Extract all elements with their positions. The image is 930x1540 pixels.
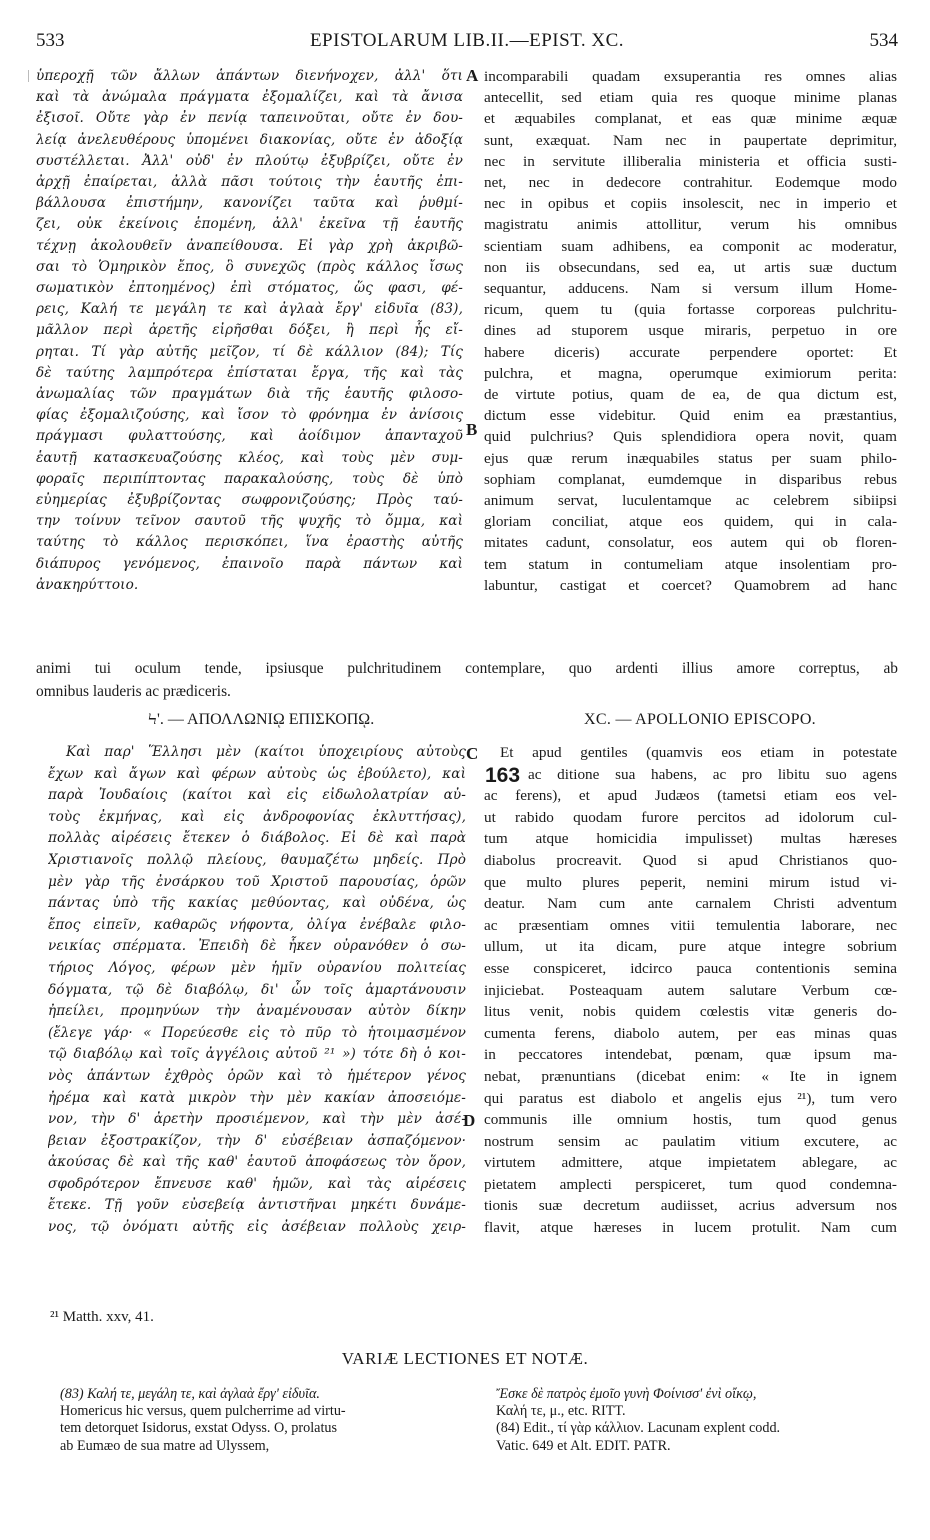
text-line: flavit, atque hæreses in lucem protulit. Nam cum xyxy=(484,1219,897,1237)
text-line: μὲν γὰρ τῆς ἐνσάρκου τοῦ Χριστοῦ παρουσίας, ὁρῶν xyxy=(48,873,466,890)
margin-marker-b: B xyxy=(466,420,478,439)
text-line: Homericus hic versus, quem pulcherrime ad virtu- xyxy=(60,1403,346,1420)
text-line: ullum, ut ita dicam, pure atque integre sobrium xyxy=(484,938,897,956)
text-line: nec in servitute illiberalia ministeria et officia susti- xyxy=(484,152,897,170)
text-line: πάντας ὑπὸ τῆς κακίας μεθύοντας, καὶ οὐδένα, ὡς xyxy=(48,895,466,912)
text-line: νος, τῷ ὀνόματι αὐτῆς εἰς ἀσέβειαν πολλοὺς χειρ- xyxy=(48,1219,466,1236)
text-line: incomparabili quadam exsuperantia res omnes alias xyxy=(484,68,897,85)
text-line: sequantur, adducens. Nam si versum illum Home- xyxy=(484,280,897,298)
text-line: ἀνωμαλίας τῶν πραγμάτων διὰ τῆς ἑαυτῆς φιλοσο- xyxy=(36,386,463,403)
scan-mark xyxy=(28,70,34,82)
text-line: (83) Καλή τε, μεγάλη τε, καὶ ἀγλαὰ ἔργ' εἰδυῖα. xyxy=(60,1386,320,1402)
text-line: ἔπος εἰπεῖν, καθαρῶς νήφοντα, ὀλίγα ἐνέβαλε φιλο- xyxy=(48,916,466,933)
text-line: pietatem amplecti perspiceret, tum quod condemna- xyxy=(484,1175,897,1193)
running-title: EPISTOLARUM LIB.II.—EPIST. XC. xyxy=(309,30,625,51)
text-line: diabolus procreavit. Quod si apud Christianos quo- xyxy=(484,851,897,869)
text-line: ταύτης τὸ κάλλος περισκόπει, ἵνα ἐραστὴς αὐτῆς xyxy=(36,534,463,551)
text-line: βειαν ἐξοστρακίζον, τὴν δ' εὐσέβειαν ἀσπαζόμενον· xyxy=(48,1132,466,1149)
greek-column-bottom xyxy=(48,742,466,1239)
full-width-line: animi tui oculum tende, ipsiusque pulchritudinem contemplare, quo ardenti illius amore correptus, ab xyxy=(36,660,898,677)
text-line: λείᾳ ἀνελευθέρους ὑπομένει διακονίας, οὔτε ἐν ἀδοξίᾳ xyxy=(36,131,463,148)
text-line: ρεις, Καλή τε μεγάλη τε καὶ ἀγλαὰ ἔργ' εἰδυῖα (83), xyxy=(36,301,463,318)
text-line: non iis obsecundans, sed ea, ut artis suæ ductum xyxy=(484,258,897,276)
text-line: qui paratus est diabolo et angelis ejus ²¹), tum vero xyxy=(484,1089,897,1107)
text-line: σφοδρότερον ἔπνευσε καθ' ἡμῶν, καὶ τὰς αἱρέσεις xyxy=(48,1175,466,1192)
notes-right xyxy=(496,1386,896,1455)
text-line: magistratu animis attollitur, verum his omnibus xyxy=(484,216,897,234)
text-line: que multo plures peperit, nemini mirum istud vi- xyxy=(484,873,897,891)
text-line: ρηται. Τί γὰρ αὐτῆς μεῖζον, τί δὲ κάλλιον (84); Τίς xyxy=(36,343,463,360)
text-line: habere diceris) accurate perpendere oportet: Et xyxy=(484,343,897,361)
text-line: τῷ διαβόλῳ καὶ τοῖς ἀγγέλοις αὐτοῦ ²¹ ») τότε δὴ ὁ κοι- xyxy=(48,1046,466,1063)
text-line: Et apud gentiles (quamvis eos etiam in potestate xyxy=(500,744,897,761)
text-line: ἀρχῇ ἐπαίρεται, ἀλλὰ πᾶσι τούτοις τὴν ἑαυτῆς ἐπι- xyxy=(36,174,463,191)
text-line: φίας ἐξομαλιζούσης, καὶ ἴσον τὸ φρόνημα ἐν ἀνίσοις xyxy=(36,407,463,424)
section-title-greek: Ϟ'. — ΑΠΟΛΛΩΝΙῼ ΕΠΙΣΚΟΠῼ. xyxy=(147,711,375,728)
text-line: ἐξισοῖ. Οὔτε γὰρ ἐν πενίᾳ ταπεινοῦται, οὔτε ἐν δου- xyxy=(36,110,463,127)
notes-heading: VARIÆ LECTIONES ET NOTÆ. xyxy=(341,1349,589,1368)
text-line: Vatic. 649 et Alt. EDIT. PATR. xyxy=(496,1437,671,1454)
running-header xyxy=(36,30,898,56)
greek-column-top xyxy=(36,66,463,596)
column-number: 163 xyxy=(485,764,521,787)
text-line: antecellit, sed etiam quia res quoque minime planas xyxy=(484,89,897,107)
text-line: animum servat, luculentamque ac celebrem sibiipsi xyxy=(484,492,897,510)
text-line: ricum, quem tu (quia fortasse corporeas pulchritu- xyxy=(484,301,897,319)
text-line: σαι τὸ Ὁμηρικὸν ἔπος, ὃ συνεχῶς (πρὸς κάλλος ἴσως xyxy=(36,258,463,275)
text-line: τέχνῃ ἀκολουθεῖν ἀναπείθουσα. Εἰ γὰρ χρὴ ἀκριβῶ- xyxy=(36,237,463,254)
text-line: Καὶ παρ' Ἕλλησι μὲν (καίτοι ὑποχειρίους αὐτοὺς xyxy=(66,744,466,760)
text-line: την τοίνυν τεῖνον σαυτοῦ τῆς ψυχῆς τὸ ὄμμα, καὶ xyxy=(36,513,463,530)
margin-marker-a: A xyxy=(466,66,479,85)
text-line: injiciebat. Posteaquam autem salutare Verbum cœ- xyxy=(484,981,897,999)
text-line: ut rabido quodam furore percitos ad idolorum cul- xyxy=(484,808,897,826)
text-line: σωματικὸν ἐπτοημένος) ἐπὶ στόματος, ὥς φασι, φέ- xyxy=(36,280,463,297)
text-line: συστέλλεται. Ἀλλ' οὐδ' ἐν πλούτῳ ἐξυβρίζει, οὔτε ἐν xyxy=(36,152,463,169)
text-line: quid pulchrius? Quis splendidiora opera novit, quam xyxy=(484,428,897,446)
text-line: esse conspiceret, idcirco pauca contentionis semina xyxy=(484,959,897,977)
text-line: ἔτεκε. Τῇ γοῦν εὐσεβείᾳ ἀντιστῆναι μηκέτι δυνάμε- xyxy=(48,1197,466,1214)
text-line: Καλή τε, μ., etc. RITT. xyxy=(496,1403,626,1420)
text-line: ἠπείλει, προμηνύων τὴν ἀναμένουσαν αὐτὸν δίκην xyxy=(48,1003,466,1020)
text-line: in peccatores intendebat, pœnam, quæ ipsum ma- xyxy=(484,1046,897,1064)
text-line: ac ditione sua habens, ac pro libitu suo agens xyxy=(528,765,897,783)
notes-left xyxy=(60,1386,460,1455)
text-line: νον, τὴν δ' ἀρετὴν προσιέμενον, καὶ τὴν μὲν ἀσέ- xyxy=(48,1111,466,1128)
text-line: καὶ τὰ ἀνώμαλα πράγματα ἐξομαλίζει, καὶ τὰ ἄνισα xyxy=(36,89,463,106)
text-line: pulchra, et magna, operumque eximiorum perita: xyxy=(484,364,897,382)
text-line: νὸς ἁπάντων ἐχθρὸς ὁρῶν καὶ τὸ ἡμέτερον γένος xyxy=(48,1067,466,1084)
text-line: sunt, exæquat. Nam nec in paupertate deprimitur, xyxy=(484,131,897,149)
text-line: ἠρέμα καὶ κατὰ μικρὸν τὴν μὲν κακίαν ἀποσειόμε- xyxy=(48,1089,466,1106)
text-line: τήριος Λόγος, φέρων μὲν ἡμῖν οὐρανίου πολιτείας xyxy=(48,959,466,976)
text-line: nec in opibus et copiis insolescit, nec in imperio et xyxy=(484,195,897,213)
text-line: litus venit, nobis quidem cœlestis vitæ generis do- xyxy=(484,1003,897,1021)
text-line: deatur. Nam cum ante carnalem Christi adventum xyxy=(484,895,897,913)
text-line: tum atque homicidia impulisset) multas hæreses xyxy=(484,830,897,848)
page-number-right: 534 xyxy=(869,30,898,51)
margin-marker-c: C xyxy=(466,744,479,763)
text-line: gloriam conciliat, atque eos quidem, qui in cala- xyxy=(484,513,897,531)
text-line: ὑπεροχῇ τῶν ἄλλων ἁπάντων διενήνοχεν, ἀλλ' ὅτι xyxy=(36,68,463,84)
text-line: ἀνακηρύττοιο. xyxy=(36,576,139,593)
text-line: communis ille omnium hostis, tum quod genus xyxy=(484,1111,897,1129)
text-line: ἑαυτῇ κατασκευαζούσης κλέος, καὶ τοὺς μὲν συμ- xyxy=(36,449,463,466)
text-line: labuntur, castigat et coercet? Quamobrem ad hanc xyxy=(484,576,897,594)
text-line: ζει, οὐκ ἐκείνοις ἑπομένη, ἀλλ' ἐκεῖνα τῇ ἑαυτῆς xyxy=(36,216,463,233)
text-line: ac præsentiam omnes vitii temulentia laborare, nec xyxy=(484,916,897,934)
text-line: nebat, prænuntians (dicebat enim: « Ite in ignem xyxy=(484,1067,897,1085)
latin-column-bottom xyxy=(484,742,897,1239)
text-line: tionis suæ decretum audiisset, acrius adversum nos xyxy=(484,1197,897,1215)
text-line: βάλλουσα ἐπιστήμην, κανονίζει ταῦτα καὶ ῥυθμί- xyxy=(36,195,463,212)
text-line: δὲ ταύτης λαμπρότερα ἐπίσταται ἔργα, τῆς καὶ τὰς xyxy=(36,364,463,381)
text-line: dictum esse videbitur. Quid enim ea præstantius, xyxy=(484,407,897,425)
text-line: tem detorquet Isidorus, exstat Odyss. O, prolatus xyxy=(60,1420,338,1437)
text-line: cumenta ferens, diabolo autem, per eas minas quas xyxy=(484,1024,897,1042)
text-line: scientiam suam adhibens, ea componit ac moderatur, xyxy=(484,237,897,255)
text-line: φοραῖς περιπίπτοντας παρακαλούσης, τοὺς δὲ ὑπὸ xyxy=(36,470,463,487)
text-line: ἀκούσας δὲ καὶ τῆς καθ' ἑαυτοῦ ἀποφάσεως τὸν ὅρον, xyxy=(48,1154,466,1171)
text-line: διάπυρος γενόμενος, ἐπαινοῖο παρὰ πάντων καὶ xyxy=(36,555,463,572)
text-line: dines ad stuporem usque miraris, perpetuo in ore xyxy=(484,322,897,340)
page-number-left: 533 xyxy=(36,30,65,51)
text-line: Ἔσκε δὲ πατρὸς ἐμοῖο γυνὴ Φοίνισσ' ἐνὶ οἴκῳ, xyxy=(496,1386,757,1402)
margin-marker-d: D xyxy=(463,1111,476,1130)
text-line: net, nec in dedecore contrahitur. Eodemque modo xyxy=(484,174,897,192)
text-line: (ἔλεγε γάρ· « Πορεύεσθε εἰς τὸ πῦρ τὸ ἡτοιμασμένον xyxy=(48,1024,466,1041)
text-line: πράγμασι φυλαττούσης, καὶ ἀοίδιμον ἁπανταχοῦ xyxy=(36,428,463,445)
full-width-line-end: omnibus lauderis ac prædiceris. xyxy=(36,683,231,700)
text-line: δόγματα, τῷ δὲ διαβόλῳ, δι' ὧν τοῖς ἁμαρτάνουσιν xyxy=(48,981,466,998)
text-line: ejus quæ rerum inæquabiles status per suam philo- xyxy=(484,449,897,467)
text-line: tem statum in contumeliam atque insolentiam pro- xyxy=(484,555,897,573)
text-line: πολλὰς αἱρέσεις ἔτεκεν ὁ διάβολος. Εἰ δὲ καὶ παρὰ xyxy=(48,830,466,847)
text-line: sophiam complanat, eumdemque in disparibus rebus xyxy=(484,470,897,488)
text-line: ab Eumæo de sua matre ad Ulyssem, xyxy=(60,1437,270,1454)
section-title-latin: XC. — APOLLONIO EPISCOPO. xyxy=(584,711,816,728)
text-line: μᾶλλον περὶ ἀρετῆς εἰρῆσθαι δόξει, ἢ περὶ ἧς εἴ- xyxy=(36,322,463,339)
text-line: εὐημερίας ἐξυβρίζοντας σωφρονιζούσης; Πρὸς ταύ- xyxy=(36,492,463,509)
text-line: νεικίας σπέρματα. Ἐπειδὴ δὲ ἧκεν οὐρανόθεν ὁ σω- xyxy=(48,938,466,955)
text-line: de virtute potius, quam de ea, de qua dictum est, xyxy=(484,386,897,404)
text-line: mitates cadunt, consolatur, eos autem qui ob floren- xyxy=(484,534,897,552)
latin-column-top xyxy=(484,66,897,596)
text-line: Χριστιανοῖς πολλῷ πλείους, θαυμαζέτω μηδείς. Πρὸ xyxy=(48,851,466,868)
text-line: nostrum sensim ac paulatim vitium excutere, ac xyxy=(484,1132,897,1150)
text-line: virtutem admittere, atque impietatem ablegare, ac xyxy=(484,1154,897,1172)
footnote: ²¹ Matth. xxv, 41. xyxy=(50,1309,154,1325)
text-line: et æquabiles complanat, et eas quæ minime æquæ xyxy=(484,110,897,128)
text-line: ἔχων καὶ ἄγων καὶ φέρων αὐτοὺς ὡς ἐβούλετο), καὶ xyxy=(48,765,466,782)
text-line: (84) Edit., τί γὰρ κάλλιον. Lacunam explent codd. xyxy=(496,1420,781,1437)
text-line: τοὺς ἐκμήνας, καὶ εἰς ἀνδροφονίας ἐκλυττήσας), xyxy=(48,808,466,825)
text-line: ac ferens), et apud Judæos (tametsi etiam eos vel- xyxy=(484,787,897,805)
text-line: παρὰ Ἰουδαίοις (καίτοι καὶ εἰς εἰδωλολατρίαν αὐ- xyxy=(48,787,466,804)
